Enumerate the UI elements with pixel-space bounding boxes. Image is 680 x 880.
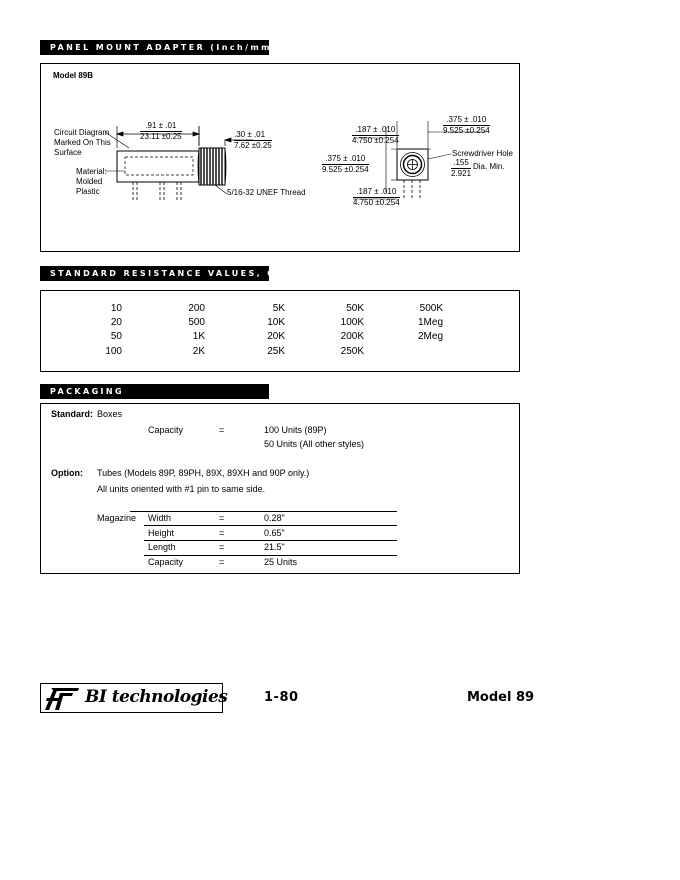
circuit-note-line-1: Circuit Diagram xyxy=(54,128,110,137)
resistance-value: 100 xyxy=(105,346,122,357)
bottom-offset-inch: .187 ± .010 xyxy=(356,187,397,196)
resistance-value: 50K xyxy=(346,303,364,314)
circuit-note-line-3: Surface xyxy=(54,148,82,157)
height-mm: 9.525 ±0.254 xyxy=(322,165,369,174)
resistance-value: 20K xyxy=(267,331,285,342)
circuit-diagram-note xyxy=(54,128,111,158)
side-view-drawing xyxy=(41,64,519,251)
adapter-body-outline xyxy=(117,151,199,182)
magazine-row-value: 0.65" xyxy=(264,528,285,538)
resistance-value: 2Meg xyxy=(417,331,443,342)
adapter-drawing-panel xyxy=(40,63,520,252)
capacity-label: Capacity xyxy=(148,425,184,435)
thread-length-inch: .30 ± .01 xyxy=(234,130,266,139)
length-mm: 23.11 ±0.25 xyxy=(140,132,182,141)
circuit-note-line-2: Marked On This xyxy=(54,138,111,147)
resistance-value: 50 xyxy=(110,331,122,342)
resistance-value: 10K xyxy=(267,317,285,328)
thread-section xyxy=(198,148,226,185)
company-logo xyxy=(40,683,228,713)
top-offset-inch: .187 ± .010 xyxy=(355,125,396,134)
pins-hidden xyxy=(133,182,181,202)
resistance-value: 25K xyxy=(267,346,285,357)
top-offset-mm: 4.750 ±0.254 xyxy=(352,136,399,145)
resistance-value: 20 xyxy=(110,317,122,328)
capacity-89p: 100 Units (89P) xyxy=(264,425,327,435)
thread-dimension-label xyxy=(234,130,272,151)
resistance-value: 250K xyxy=(340,346,364,357)
length-dimension-label xyxy=(140,121,182,142)
magazine-row-equals: = xyxy=(219,513,225,523)
magazine-row-equals: = xyxy=(219,528,225,538)
adapter-internal-hidden-lines xyxy=(125,157,193,175)
option-line-2: All units oriented with #1 pin to same side. xyxy=(97,484,266,494)
height-inch: .375 ± .010 xyxy=(325,154,366,163)
option-line-1: Tubes (Models 89P, 89PH, 89X, 89XH and 90P only.) xyxy=(97,468,310,478)
width-inch: .375 ± .010 xyxy=(446,115,487,124)
magazine-row-name: Width xyxy=(148,513,172,523)
screwdriver-hole-label: Screwdriver Hole xyxy=(452,149,513,158)
bi-logo-icon xyxy=(45,686,81,712)
resistance-value: 200 xyxy=(188,303,205,314)
magazine-row-value: 0.28" xyxy=(264,513,285,523)
hole-diameter-dimension xyxy=(451,158,471,179)
magazine-row-name: Height xyxy=(148,528,175,538)
magazine-row-name: Capacity xyxy=(148,557,184,567)
section-title-adapter: PANEL MOUNT ADAPTER (Inch/mm) xyxy=(40,40,269,55)
resistance-table xyxy=(40,290,520,372)
magazine-row-value: 25 Units xyxy=(264,557,298,567)
hole-diameter-mm: 2.921 xyxy=(451,169,472,178)
magazine-row-name: Length xyxy=(148,542,176,552)
capacity-equals: = xyxy=(219,425,225,435)
bottom-offset-dimension xyxy=(353,187,400,208)
logo-text: BI technologies xyxy=(85,687,228,707)
thread-length-mm: 7.62 ±0.25 xyxy=(234,141,272,150)
standard-value: Boxes xyxy=(97,409,123,419)
magazine-row-rule xyxy=(144,540,397,541)
resistance-value: 100K xyxy=(340,317,364,328)
material-note-line-2: Molded xyxy=(76,177,103,186)
width-dimension xyxy=(443,115,490,136)
resistance-value: 2K xyxy=(192,346,205,357)
material-note-line-3: Plastic xyxy=(76,187,100,196)
magazine-row-rule xyxy=(144,555,397,556)
resistance-value: 1K xyxy=(192,331,205,342)
model-label: Model 89B xyxy=(53,71,94,80)
hole-diameter-inch: .155 xyxy=(453,158,469,167)
top-offset-dimension xyxy=(352,125,399,146)
hole-note: Dia. Min. xyxy=(473,162,505,171)
option-label: Option: xyxy=(51,468,83,478)
magazine-row-rule xyxy=(144,525,397,526)
resistance-value: 1Meg xyxy=(417,317,443,328)
standard-label: Standard: xyxy=(51,409,94,419)
magazine-row-value: 21.5" xyxy=(264,542,285,552)
section-title-packaging: PACKAGING xyxy=(40,384,269,399)
resistance-value: 10 xyxy=(110,303,122,314)
capacity-other: 50 Units (All other styles) xyxy=(264,439,365,449)
bottom-offset-mm: 4.750 ±0.254 xyxy=(353,198,400,207)
width-mm: 9.525 ±0.254 xyxy=(443,126,490,135)
section-title-resistance: STANDARD RESISTANCE VALUES, OHMS xyxy=(40,266,269,281)
page-number: 1-80 xyxy=(264,690,299,705)
magazine-row-equals: = xyxy=(219,557,225,567)
length-inch: .91 ± .01 xyxy=(145,121,177,130)
material-note xyxy=(76,167,107,197)
footer-model: Model 89 xyxy=(467,690,535,705)
packaging-panel xyxy=(40,403,520,574)
resistance-value: 500K xyxy=(419,303,443,314)
magazine-table-rule xyxy=(130,511,397,512)
material-note-line-1: Material: xyxy=(76,167,107,176)
thread-spec-label: 5/16-32 UNEF Thread xyxy=(227,188,306,197)
resistance-value: 500 xyxy=(188,317,205,328)
height-dimension xyxy=(322,154,369,175)
magazine-label: Magazine xyxy=(97,513,137,523)
resistance-value: 5K xyxy=(272,303,285,314)
magazine-row-equals: = xyxy=(219,542,225,552)
resistance-value: 200K xyxy=(340,331,364,342)
